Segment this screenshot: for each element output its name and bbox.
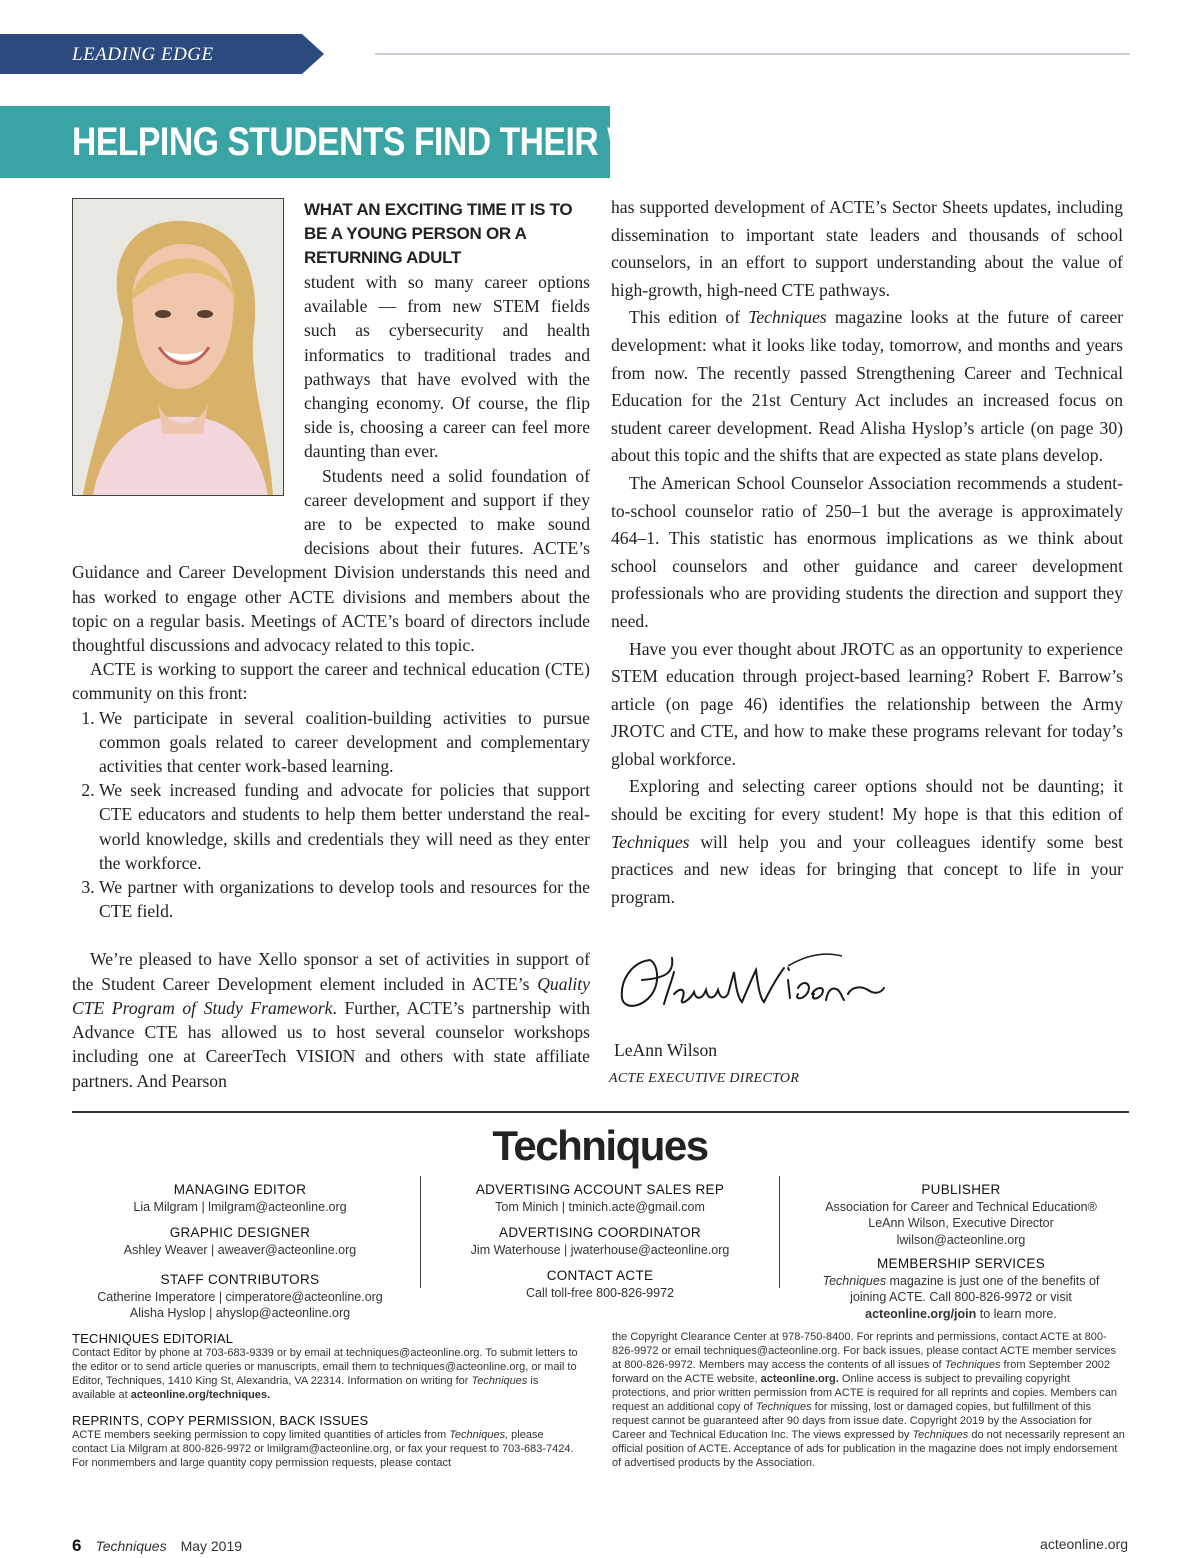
staff-line: lwilson@acteonline.org [896,1232,1026,1247]
staff-line: Ashley Weaver | aweaver@acteonline.org [123,1242,357,1257]
fine-print-heading: TECHNIQUES EDITORIAL [72,1331,234,1346]
photo-spacer [72,198,304,538]
paragraph: We’re pleased to have Xello sponsor a set of activities in support of the Student Career Development element included in ACTE’s Quality CTE Program of Study Framework. Further, ACTE’s partnership with Advance CTE has allowed us to host several counselor workshops including one at CareerTech VISION and others with state affiliate partners. And Pearson [72,949,590,1091]
handwritten-signature [612,950,902,1020]
staff-column-2 [432,1172,768,1301]
list-item: 1. We participate in several coalition-building activities to pursue common goals related to career development and complementary activities that center work-based learning. [99,706,590,779]
page-title: HELPING STUDENTS FIND THEIR WAY [72,120,680,164]
author-name: LeAnn Wilson [614,1040,718,1060]
staff-line: Jim Waterhouse | jwaterhouse@acteonline.org [470,1242,730,1257]
copyright-fine-print: the Copyright Clearance Center at 978-750-8400. For reprints and permissions, contact ACTE at 800-826-9972 or email techniques@acteonline.org. For back issues, please contact ACTE member services at 800-826-9972. Members may access the contents of all issues of Techniques from September 2002 forward on the ACTE website, acteonline.org. Online access is subject to prevailing copyright protections, and prior written permission from ACTE is required for all reprints and copies. Members can request an additional copy of Techniques for missing, lost or damaged copies, but fulfillment of this request cannot be guaranteed after 90 days from issue date. Copyright 2019 by the Association for Career and Technical Education Inc. The views expressed by Techniques do not necessarily represent an official position of ACTE. Acceptance of ads for publication in the magazine does not imply endorsement of advertised products by the Association. [612,1331,1125,1469]
staff-line: Catherine Imperatore | cimperatore@acteonline.org [97,1289,383,1304]
staff-line: Tom Minich | tminich.acte@gmail.com [495,1199,705,1214]
techniques-logo: Techniques [492,1122,708,1169]
paragraph: Have you ever thought about JROTC as an opportunity to experience STEM education through project-based learning? Robert F. Barrow’s article (on page 46) identifies the relationship between the Army JROTC and CTE, and how to make these programs relevant for today’s global workforce. [611,638,1123,769]
paragraph: has supported development of ACTE’s Sector Sheets updates, including dissemination to important state leaders and thousands of school counselors, in an effort to support understanding about the value of high-growth, high-need CTE pathways. [611,197,1123,300]
staff-line: Call toll-free 800-826-9972 [525,1285,674,1300]
magazine-name: Techniques [95,1538,167,1554]
membership-text: Techniques magazine is just one of the benefits of joining ACTE. Call 800-826-9972 or visit acteonline.org/join to learn more. [822,1273,1100,1321]
section-tag: LEADING EDGE [72,44,214,65]
staff-heading: STAFF CONTRIBUTORS [160,1272,320,1287]
paragraph: student with so many career options available — from new STEM fields such as cybersecurity and health informatics to traditional trades and pathways that have evolved with the changing economy. Of course, the flip side is, choosing a career can feel more daunting than ever. [304,272,590,462]
masthead-divider [72,1111,1129,1113]
paragraph: Students need a solid foundation of career development and support if they are to be expected to make sound decisions about their futures. ACTE’s Guidance and Career Development Division understands this need and has worked to engage other ACTE divisions and members about the topic on a regular basis. Meetings of ACTE’s board of directors include thoughtful discussions and advocacy related to this topic. [72,465,590,656]
staff-column-1 [72,1172,408,1322]
staff-line: Alisha Hyslop | ahyslop@acteonline.org [129,1306,351,1320]
paragraph: ACTE is working to support the career and technical education (CTE) community on this front: [72,659,590,704]
staff-heading: MEMBERSHIP SERVICES [877,1256,1045,1271]
paragraph: The American School Counselor Association recommends a student-to-school counselor ratio of 250–1 but the average is approximately 464–1. This statistic has enormous implications as we think about school counselors and other guidance and career development professionals who are providing students the direction and support they need. [611,472,1123,631]
staff-heading: ADVERTISING ACCOUNT SALES REP [475,1182,725,1197]
site-link[interactable]: acteonline.org [1040,1536,1128,1552]
staff-heading: MANAGING EDITOR [173,1182,307,1197]
staff-heading: ADVERTISING COORDINATOR [499,1225,701,1240]
paragraph: This edition of Techniques magazine looks at the future of career development: what it looks like today, tomorrow, and months and years from now. The recently passed Strengthening Career and Technical Education for the 21st Century Act includes an increased focus on student career development. Read Alisha Hyslop’s article (on page 30) about this topic and the shifts that are expected as state plans develop. [611,307,1123,466]
issue-date: May 2019 [180,1538,243,1554]
staff-line: LeAnn Wilson, Executive Director [868,1216,1054,1230]
fine-print-text: ACTE members seeking permission to copy limited quantities of articles from Techniques, please contact Lia Milgram at 800-826-9972 or lmilgram@acteonline.org, or fax your request to 703-683-7424. For nonmembers and large quantity copy permission requests, please contact [72,1429,574,1469]
page-number: 6 [72,1536,82,1555]
column-divider [779,1176,780,1288]
staff-column-3 [793,1172,1129,1322]
page-footer-left [72,1536,242,1556]
paragraph: Exploring and selecting career options should not be daunting; it should be exciting for every student! My hope is that this edition of Techniques will help you and your colleagues identify some best practices and new ideas for bringing that concept to life in your program. [611,776,1123,907]
staff-line: Lia Milgram | lmilgram@acteonline.org [133,1199,347,1214]
list-item: 3. We partner with organizations to develop tools and resources for the CTE field. [99,875,590,923]
article-left-column [72,198,590,1093]
fine-print-text: Contact Editor by phone at 703-683-9339 or by email at techniques@acteonline.org. To submit letters to the editor or to send article queries or manuscripts, email them to techniques@acteonline.org, or mail to Editor, Techniques, 1410 King St, Alexandria, VA 22314. Information on writing for Techniques is available at acteonline.org/techniques. [72,1347,578,1401]
column-divider [420,1176,421,1288]
fine-print-heading: REPRINTS, COPY PERMISSION, BACK ISSUES [72,1413,369,1428]
staff-line: Association for Career and Technical Education® [825,1199,1097,1214]
lead-in: WHAT AN EXCITING TIME IT IS TO BE A YOUNG PERSON OR A RETURNING ADULT [304,200,573,267]
list-item: 2. We seek increased funding and advocate for policies that support CTE educators and students to help them better understand the real-world knowledge, skills and credentials they will need as they enter the workforce. [99,778,590,875]
header-divider [375,53,1130,55]
editorial-fine-print [72,1332,582,1470]
initiatives-list [72,706,590,924]
staff-heading: PUBLISHER [921,1182,1001,1197]
staff-heading: CONTACT ACTE [546,1268,654,1283]
author-title: ACTE EXECUTIVE DIRECTOR [609,1071,800,1086]
staff-heading: GRAPHIC DESIGNER [169,1225,311,1240]
article-right-column [611,194,1123,911]
